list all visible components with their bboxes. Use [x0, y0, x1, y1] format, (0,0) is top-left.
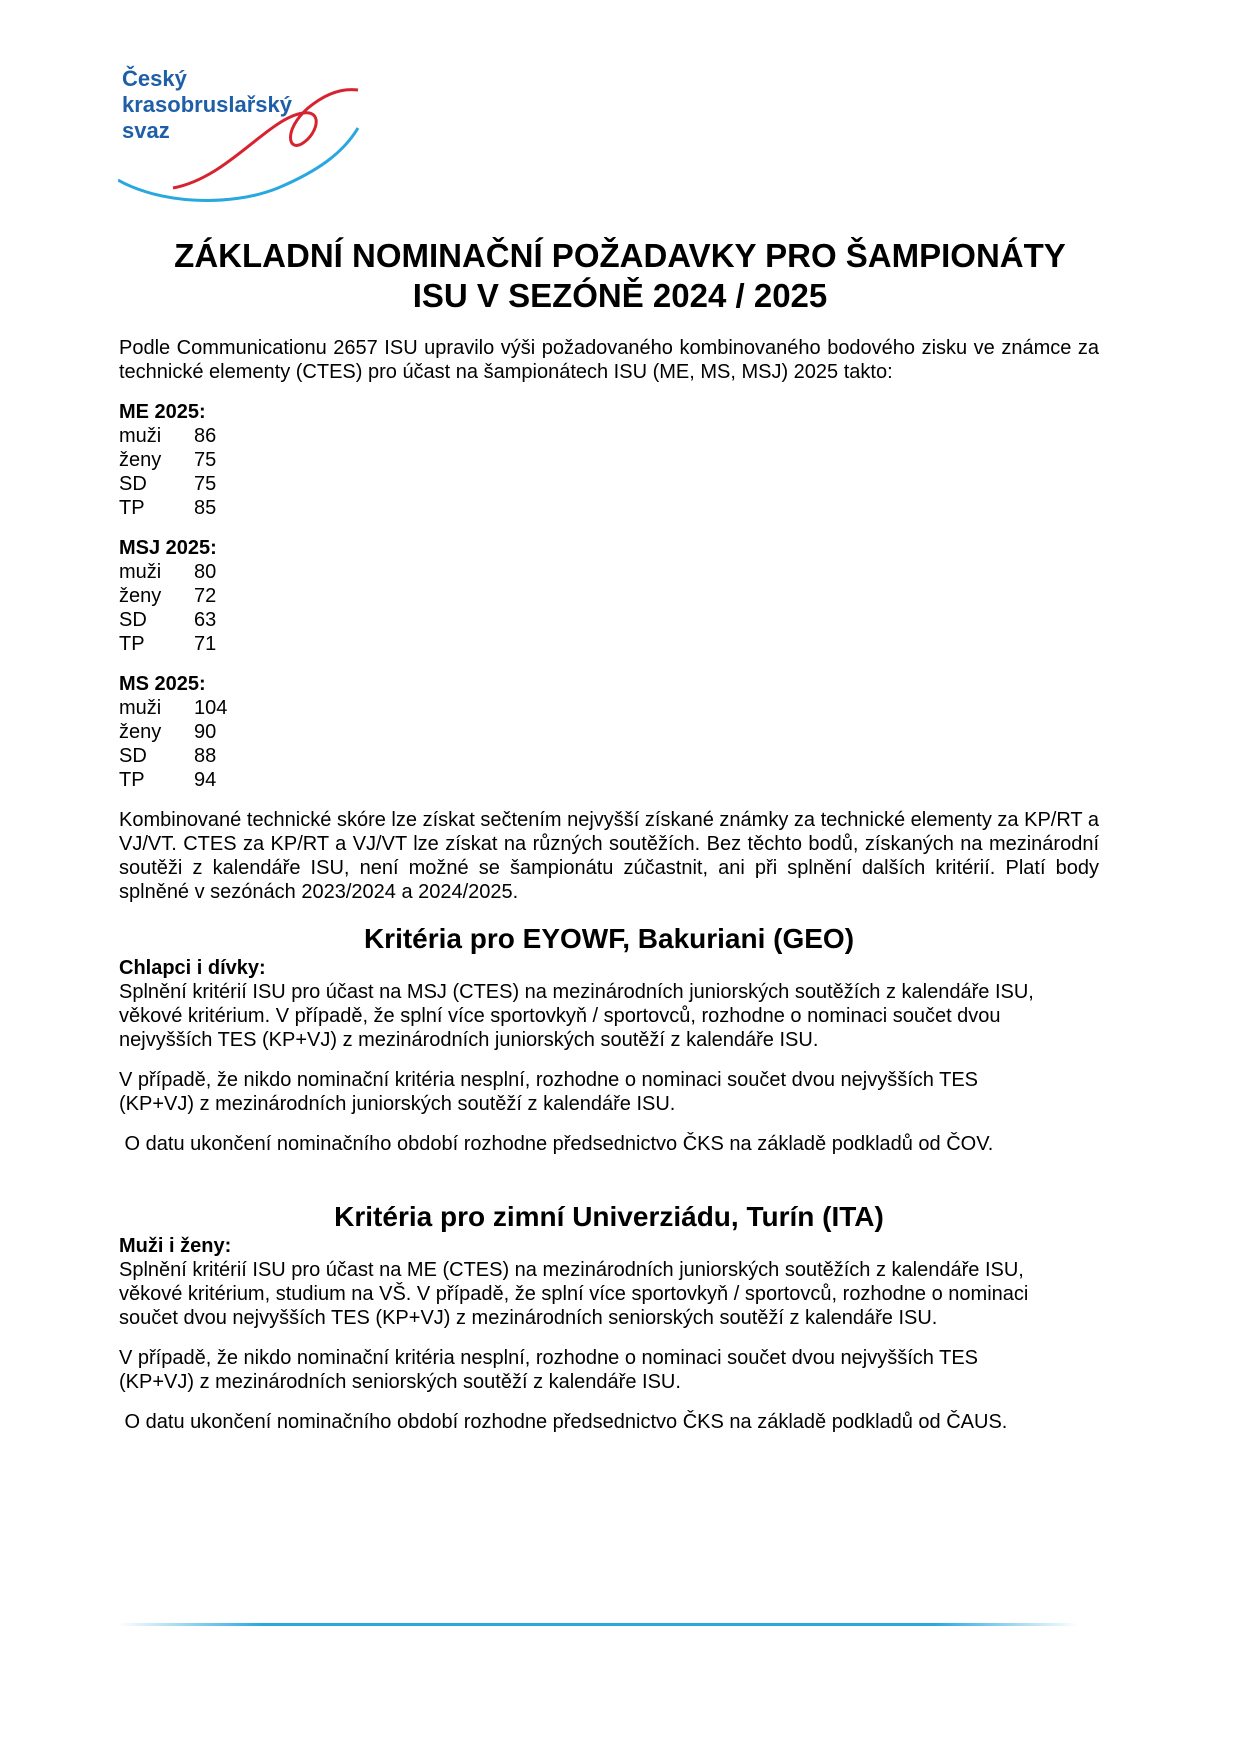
universiade-criteria-paragraph	[119, 1258, 1099, 1330]
paragraph-line: věkové kritérium, studium na VŠ. V případě, že splní více sportovkyň / sportovců, rozhodne o nominaci	[119, 1283, 1029, 1305]
requirement-row	[119, 768, 1099, 792]
category-label: TP	[119, 769, 145, 791]
ctes-value: 63	[194, 609, 217, 631]
category-label: SD	[119, 473, 147, 495]
championship-requirements	[119, 400, 1099, 792]
ctes-value: 85	[194, 497, 217, 519]
category-label: TP	[119, 633, 145, 655]
championship-heading: MSJ 2025:	[119, 537, 217, 559]
document-body	[119, 336, 1099, 1434]
eyowf-deadline-paragraph: O datu ukončení nominačního období rozhodne předsednictvo ČKS na základě podkladů od ČOV.	[119, 1133, 994, 1155]
ctes-value: 86	[194, 425, 217, 447]
combined-score-note: Kombinované technické skóre lze získat sečtením nejvyšší získané známky za technické elementy za KP/RT a VJ/VT. CTES za KP/RT a VJ/VT lze získat na různých soutěžích. Bez těchto bodů, získaných na mezinárodní soutěži z kalendáře ISU, není možné se šampionátu zúčastnit, ani při splnění dalších kritérií. Platí body splněné v sezónách 2023/2024 a 2024/2025.	[119, 809, 1099, 903]
document-title	[0, 236, 1240, 316]
category-label: ženy	[119, 585, 162, 607]
requirement-row	[119, 472, 1099, 496]
requirement-row	[119, 744, 1099, 768]
universiade-heading: Kritéria pro zimní Univerziádu, Turín (ITA)	[334, 1201, 884, 1232]
category-label: SD	[119, 745, 147, 767]
ctes-value: 104	[194, 697, 228, 719]
title-line-1: ZÁKLADNÍ NOMINAČNÍ POŽADAVKY PRO ŠAMPIONÁTY	[174, 237, 1066, 274]
paragraph-line: V případě, že nikdo nominační kritéria nesplní, rozhodne o nominaci součet dvou nejvyšších TES	[119, 1069, 978, 1091]
requirement-row	[119, 424, 1099, 448]
organization-logo	[118, 58, 378, 208]
ctes-value: 71	[194, 633, 217, 655]
title-line-2: ISU V SEZÓNĚ 2024 / 2025	[412, 277, 828, 314]
category-label: ženy	[119, 449, 162, 471]
category-label: muži	[119, 697, 162, 719]
paragraph-line: Splnění kritérií ISU pro účast na ME (CTES) na mezinárodních juniorských soutěžích z kalendáře ISU,	[119, 1259, 1024, 1281]
requirement-row	[119, 560, 1099, 584]
requirement-row	[119, 696, 1099, 720]
ctes-value: 72	[194, 585, 217, 607]
requirement-row	[119, 584, 1099, 608]
category-label: SD	[119, 609, 147, 631]
universiade-fallback-paragraph	[119, 1346, 1099, 1394]
paragraph-line: věkové kritérium. V případě, že splní více sportovkyň / sportovců, rozhodne o nominaci součet dvou	[119, 1005, 1001, 1027]
requirement-row	[119, 720, 1099, 744]
eyowf-heading: Kritéria pro EYOWF, Bakuriani (GEO)	[363, 923, 855, 954]
championship-heading: MS 2025:	[119, 673, 206, 695]
championship-heading: ME 2025:	[119, 401, 206, 423]
ctes-value: 75	[194, 473, 217, 495]
paragraph-line: součet dvou nejvyšších TES (KP+VJ) z mezinárodních seniorských soutěží z kalendáře ISU.	[119, 1307, 938, 1329]
logo-line-3: svaz	[122, 118, 170, 143]
footer-divider	[118, 1623, 1078, 1626]
category-label: TP	[119, 497, 145, 519]
universiade-subheading: Muži i ženy:	[119, 1235, 232, 1257]
category-label: muži	[119, 425, 162, 447]
ctes-value: 94	[194, 769, 217, 791]
requirement-row	[119, 632, 1099, 656]
paragraph-line: (KP+VJ) z mezinárodních juniorských soutěží z kalendáře ISU.	[119, 1093, 676, 1115]
eyowf-subheading: Chlapci i dívky:	[119, 957, 266, 979]
paragraph-line: nejvyšších TES (KP+VJ) z mezinárodních juniorských soutěží z kalendáře ISU.	[119, 1029, 819, 1051]
ctes-value: 90	[194, 721, 217, 743]
paragraph-line: V případě, že nikdo nominační kritéria nesplní, rozhodne o nominaci součet dvou nejvyšších TES	[119, 1347, 978, 1369]
eyowf-criteria-paragraph	[119, 980, 1099, 1052]
eyowf-fallback-paragraph	[119, 1068, 1099, 1116]
requirement-row	[119, 448, 1099, 472]
requirement-row	[119, 608, 1099, 632]
paragraph-line: Splnění kritérií ISU pro účast na MSJ (CTES) na mezinárodních juniorských soutěžích z kalendáře ISU,	[119, 981, 1034, 1003]
logo-line-1: Český	[122, 66, 187, 91]
requirement-row	[119, 496, 1099, 520]
ctes-value: 80	[194, 561, 217, 583]
intro-paragraph: Podle Communicationu 2657 ISU upravilo výši požadovaného kombinovaného bodového zisku ve známce za technické elementy (CTES) pro účast na šampionátech ISU (ME, MS, MSJ) 2025 takto:	[119, 337, 1099, 383]
ctes-value: 88	[194, 745, 217, 767]
universiade-deadline-paragraph: O datu ukončení nominačního období rozhodne předsednictvo ČKS na základě podkladů od ČAUS.	[119, 1411, 1008, 1433]
logo-text	[122, 66, 292, 144]
logo-line-2: krasobruslařský	[122, 92, 292, 117]
category-label: ženy	[119, 721, 162, 743]
category-label: muži	[119, 561, 162, 583]
ctes-value: 75	[194, 449, 217, 471]
paragraph-line: (KP+VJ) z mezinárodních seniorských soutěží z kalendáře ISU.	[119, 1371, 681, 1393]
